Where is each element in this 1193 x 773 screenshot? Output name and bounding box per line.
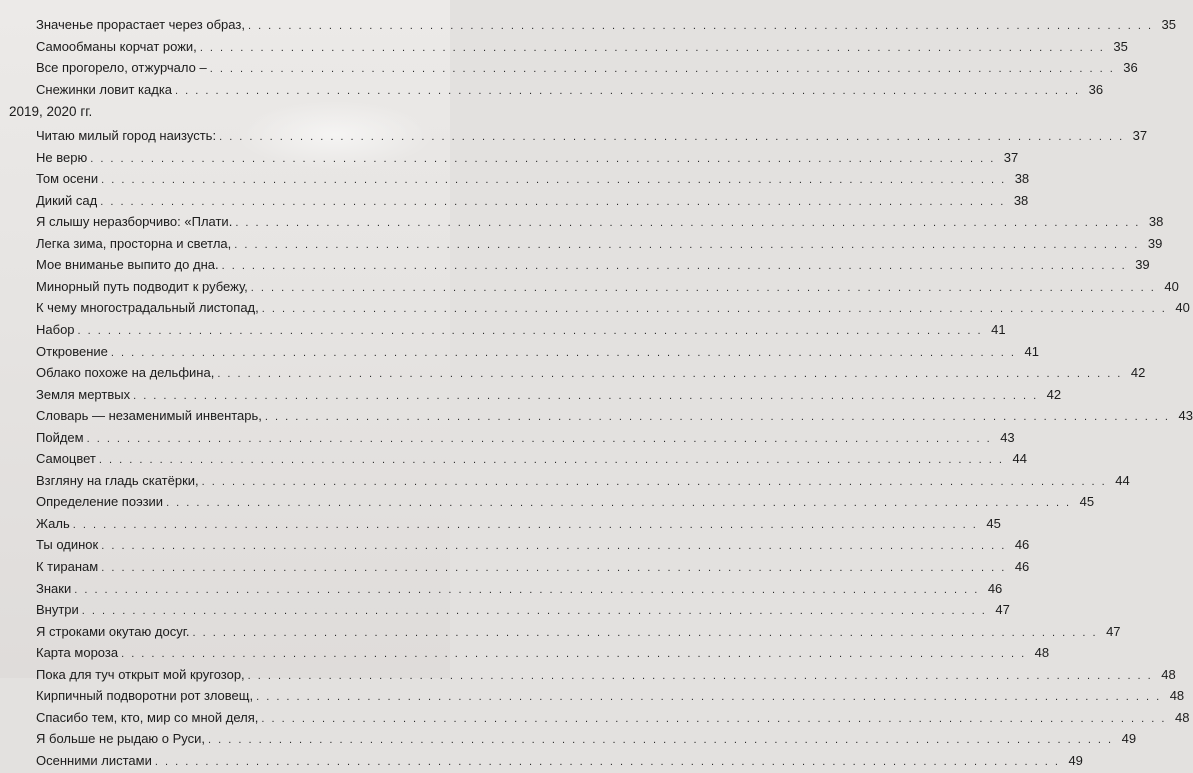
toc-entry-page-number: 43 (1178, 408, 1193, 423)
toc-entry (36, 470, 1130, 491)
toc-entry-title: Самообманы корчат рожи, (36, 39, 197, 54)
toc-entry-page-number: 48 (1169, 688, 1185, 703)
dot-leader (73, 515, 978, 536)
toc-entry-page-number: 38 (1014, 171, 1030, 186)
toc-entry-page-number: 45 (1079, 494, 1095, 509)
toc-entry (36, 448, 1027, 469)
toc-entry-page-number: 41 (991, 322, 1006, 337)
toc-entry (36, 57, 1138, 78)
toc-entry (36, 750, 1083, 771)
toc-entry-page-number: 44 (1012, 451, 1027, 466)
toc-entry-title: Определение поэзии (36, 494, 164, 509)
toc-entry-page-number: 46 (1014, 559, 1030, 574)
dot-leader (175, 81, 1080, 102)
dot-leader (111, 343, 1016, 364)
dot-leader (78, 321, 983, 342)
toc-entry (36, 341, 1039, 362)
toc-entry (36, 599, 1010, 620)
toc-entry (36, 405, 1193, 426)
section-heading: 2019, 2020 гг. (9, 104, 93, 119)
toc-entry-title: Облако похоже на дельфина, (36, 365, 215, 380)
dot-leader (82, 601, 987, 622)
toc-entry (36, 36, 1128, 57)
toc-entry-title: К тиранам (36, 559, 99, 574)
toc-entry-title: Я больше не рыдаю о Руси, (36, 731, 206, 746)
toc-entry (36, 362, 1146, 383)
toc-entry (36, 211, 1164, 232)
toc-entry-page-number: 47 (1106, 624, 1121, 639)
dot-leader (133, 386, 1038, 407)
toc-entry (36, 728, 1137, 749)
dot-leader (208, 730, 1113, 751)
toc-entry-page-number: 41 (1024, 344, 1039, 359)
dot-leader (265, 407, 1170, 428)
dot-leader (192, 623, 1097, 644)
toc-entry (36, 621, 1121, 642)
toc-entry-title: К чему многострадальный листопад, (36, 300, 259, 315)
dot-leader (87, 429, 992, 450)
dot-leader (100, 192, 1005, 213)
toc-entry (36, 685, 1185, 706)
toc-entry (36, 190, 1029, 211)
dot-leader (235, 213, 1140, 234)
toc-entry-title: Карта мороза (36, 645, 119, 660)
toc-entry-title: Ты одинок (36, 537, 99, 552)
toc-entry-title: Осенними листами (36, 753, 152, 768)
toc-entry-page-number: 42 (1046, 387, 1062, 402)
dot-leader (222, 256, 1127, 277)
toc-entry (36, 534, 1030, 555)
toc-entry-page-number: 46 (987, 581, 1003, 596)
toc-entry-page-number: 48 (1161, 667, 1176, 682)
toc-entry-page-number: 45 (986, 516, 1001, 531)
toc-entry (36, 276, 1179, 297)
toc-entry (36, 556, 1030, 577)
toc-entry-title: Мое вниманье выпито до дна. (36, 257, 219, 272)
toc-entry-page-number: 39 (1147, 236, 1163, 251)
dot-leader (90, 149, 995, 170)
toc-entry-title: Читаю милый город наизусть: (36, 128, 217, 143)
toc-entry-page-number: 42 (1130, 365, 1146, 380)
toc-entry (36, 513, 1001, 534)
toc-entry (36, 642, 1050, 663)
toc-entry-page-number: 35 (1161, 17, 1177, 32)
toc-entry (36, 125, 1148, 146)
toc-entry-title: Самоцвет (36, 451, 96, 466)
toc-entry-title: Дикий сад (36, 193, 98, 208)
dot-leader (210, 59, 1115, 80)
toc-entry-title: Все прогорело, отжурчало – (36, 60, 207, 75)
toc-entry-title: Пойдем (36, 430, 84, 445)
toc-entry-title: Внутри (36, 602, 79, 617)
dot-leader (101, 536, 1006, 557)
dot-leader (251, 278, 1156, 299)
toc-entry-title: Земля мертвых (36, 387, 131, 402)
dot-leader (234, 235, 1139, 256)
toc-entry-page-number: 48 (1034, 645, 1050, 660)
toc-entry (36, 707, 1190, 728)
dot-leader (202, 472, 1107, 493)
toc-entry-page-number: 49 (1068, 753, 1083, 768)
toc-entry-title: Я слышу неразборчиво: «Плати. (36, 214, 233, 229)
toc-entry (36, 384, 1062, 405)
dot-leader (99, 450, 1004, 471)
toc-entry-title: Взгляну на гладь скатёрки, (36, 473, 199, 488)
toc-entry-title: Набор (36, 322, 75, 337)
toc-entry (36, 319, 1006, 340)
dot-leader (261, 709, 1166, 730)
dot-leader (217, 364, 1122, 385)
dot-leader (248, 16, 1153, 37)
toc-entry (36, 147, 1019, 168)
dot-leader (200, 38, 1105, 59)
dot-leader (256, 687, 1161, 708)
toc-entry-title: Минорный путь подводит к рубежу, (36, 279, 248, 294)
dot-leader (74, 580, 979, 601)
toc-entry-title: Пока для туч открыт мой кругозор, (36, 667, 245, 682)
toc-entry (36, 79, 1104, 100)
toc-entry-page-number: 47 (995, 602, 1010, 617)
toc-entry (36, 578, 1003, 599)
dot-leader (248, 666, 1153, 687)
toc-entry (36, 297, 1190, 318)
toc-entry (36, 254, 1150, 275)
toc-entry-page-number: 38 (1013, 193, 1029, 208)
toc-entry-page-number: 39 (1135, 257, 1150, 272)
toc-entry-page-number: 36 (1088, 82, 1104, 97)
toc-entry-title: Не верю (36, 150, 88, 165)
toc-entry-title: Спасибо тем, кто, мир со мной деля, (36, 710, 259, 725)
toc-entry-page-number: 46 (1014, 537, 1030, 552)
toc-entry-page-number: 37 (1003, 150, 1019, 165)
dot-leader (121, 644, 1026, 665)
toc-entry-title: Снежинки ловит кадка (36, 82, 173, 97)
toc-entry (36, 491, 1095, 512)
toc-entry-title: Я строками окутаю досуг. (36, 624, 190, 639)
toc-entry-title: Словарь — незаменимый инвентарь, (36, 408, 262, 423)
toc-entry-title: Жаль (36, 516, 70, 531)
toc-entry-page-number: 43 (1000, 430, 1015, 445)
toc-entry-page-number: 36 (1123, 60, 1138, 75)
toc-entry-title: Значенье прорастает через образ, (36, 17, 245, 32)
toc-entry-title: Том осени (36, 171, 99, 186)
dot-leader (262, 299, 1167, 320)
dot-leader (219, 127, 1124, 148)
dot-leader (101, 170, 1006, 191)
toc-entry-title: Знаки (36, 581, 72, 596)
toc-entry (36, 664, 1176, 685)
toc-entry-page-number: 35 (1113, 39, 1128, 54)
toc-entry-page-number: 40 (1175, 300, 1190, 315)
dot-leader (101, 558, 1006, 579)
toc-entry (36, 233, 1163, 254)
toc-entry (36, 168, 1030, 189)
toc-entry-title: Кирпичный подворотни рот зловещ, (36, 688, 254, 703)
dot-leader (166, 493, 1071, 514)
toc-entry-page-number: 37 (1132, 128, 1148, 143)
toc-entry-page-number: 38 (1148, 214, 1164, 229)
toc-entry-page-number: 48 (1174, 710, 1190, 725)
dot-leader (155, 752, 1060, 773)
toc-entry-page-number: 44 (1115, 473, 1130, 488)
toc-entry (36, 427, 1015, 448)
toc-entry (36, 14, 1177, 35)
toc-entry-page-number: 40 (1164, 279, 1179, 294)
toc-entry-page-number: 49 (1121, 731, 1137, 746)
toc-entry-title: Легка зима, просторна и светла, (36, 236, 232, 251)
toc-entry-title: Откровение (36, 344, 108, 359)
